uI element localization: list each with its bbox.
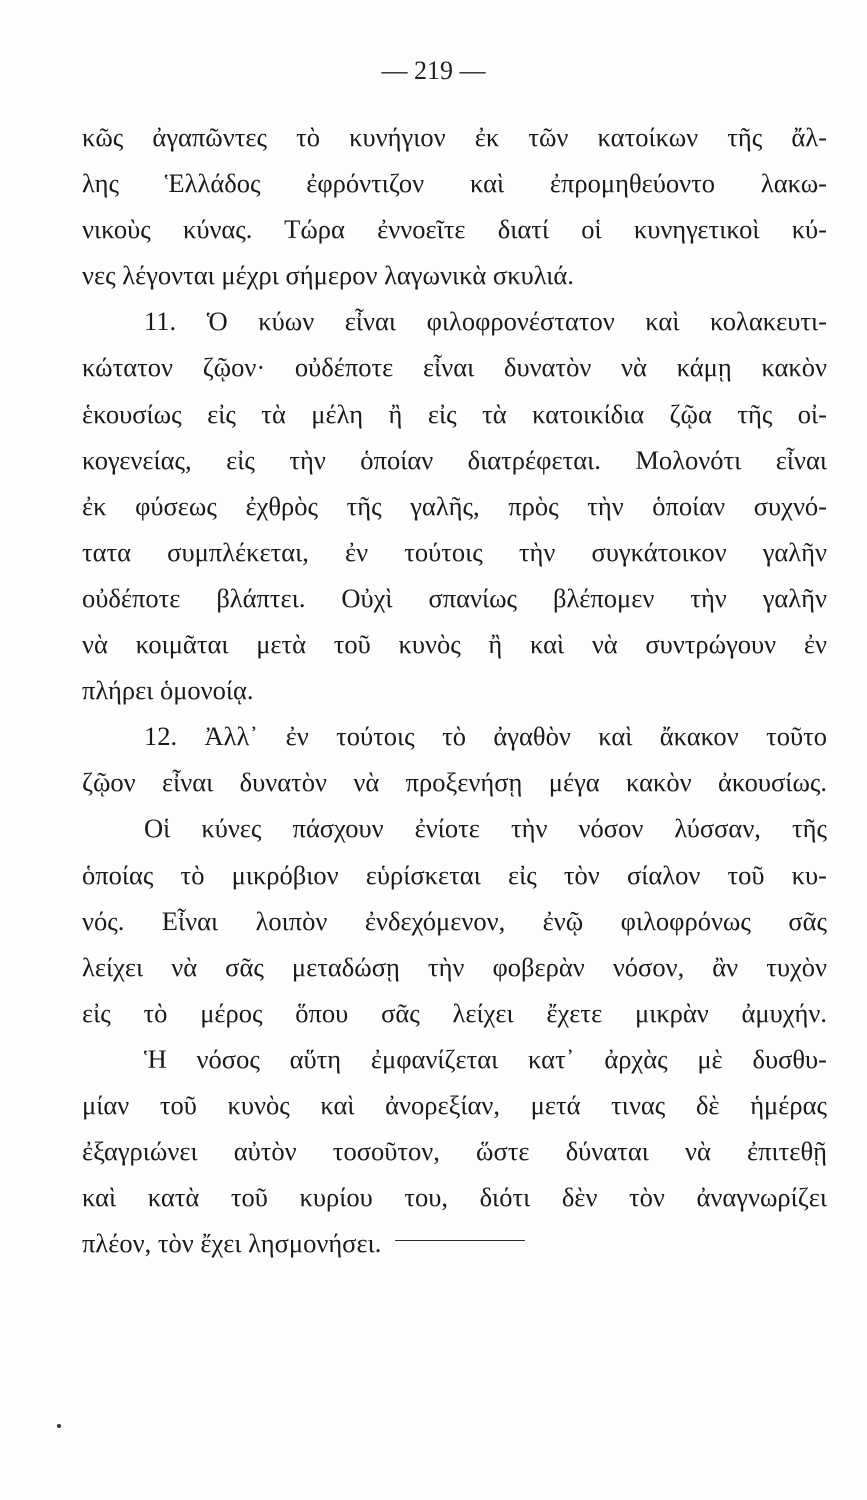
text-line: μίαν τοῦ κυνὸς καὶ ἀνορεξίαν, μετά τινας δὲ ἡμέρας [82, 1089, 827, 1120]
text-line: ἐξαγριώνει αὐτὸν τοσοῦτον, ὥστε δύναται νὰ ἐπιτεθῇ [82, 1136, 827, 1167]
text-line: κώτατον ζῷον· οὐδέποτε εἶναι δυνατὸν νὰ κάμῃ κακὸν [82, 352, 827, 383]
paragraph-12-start: 12. Ἀλλ᾽ ἐν τούτοις τὸ ἀγαθὸν καὶ ἄκακον τοῦτο [144, 721, 827, 752]
text-line: πλέον, τὸν ἔχει λησμονήσει. [82, 1228, 382, 1259]
text-line: νὰ κοιμᾶται μετὰ τοῦ κυνὸς ἢ καὶ νὰ συντρώγουν ἐν [82, 629, 827, 660]
paragraph-11-start: 11. Ὁ κύων εἶναι φιλοφρονέστατον καὶ κολακευτι- [144, 306, 827, 337]
text-line: λείχει νὰ σᾶς μεταδώσῃ τὴν φοβερὰν νόσον, ἂν τυχὸν [82, 951, 827, 982]
text-line: κῶς ἀγαπῶντες τὸ κυνήγιον ἐκ τῶν κατοίκων τῆς ἄλ- [82, 122, 827, 152]
print-speck [57, 1424, 61, 1428]
text-line: οὐδέποτε βλάπτει. Οὐχὶ σπανίως βλέπομεν τὴν γαλῆν [82, 582, 827, 613]
text-line: λης Ἑλλάδος ἐφρόντιζον καὶ ἐπρομηθεύοντο λακω- [82, 168, 827, 199]
text-line: ἐκ φύσεως ἐχθρὸς τῆς γαλῆς, πρὸς τὴν ὁποίαν συχνό- [82, 490, 827, 521]
paragraph-start: Οἱ κύνες πάσχουν ἐνίοτε τὴν νόσον λύσσαν, τῆς [144, 813, 827, 844]
body-text [82, 114, 827, 1266]
text-line: νες λέγονται μέχρι σήμερον λαγωνικὰ σκυλιά. [82, 260, 574, 291]
text-line: κογενείας, εἰς τὴν ὁποίαν διατρέφεται. Μολονότι εἶναι [82, 444, 827, 475]
text-line: νικοὺς κύνας. Τώρα ἐννοεῖτε διατί οἱ κυνηγετικοὶ κύ- [82, 214, 827, 245]
text-line: τατα συμπλέκεται, ἐν τούτοις τὴν συγκάτοικον γαλῆν [82, 536, 827, 567]
page-number: — 219 — [381, 56, 486, 85]
section-divider-rule [395, 1240, 525, 1241]
text-line: νός. Εἶναι λοιπὸν ἐνδεχόμενον, ἐνῷ φιλοφρόνως σᾶς [82, 905, 827, 936]
text-line: πλήρει ὁμονοίᾳ. [82, 675, 254, 706]
text-line: εἰς τὸ μέρος ὅπου σᾶς λείχει ἔχετε μικρὰν ἀμυχήν. [82, 997, 827, 1028]
text-line: ἑκουσίως εἰς τὰ μέλη ἢ εἰς τὰ κατοικίδια ζῷα τῆς οἰ- [82, 398, 827, 429]
paragraph-start: Ἡ νόσος αὕτη ἐμφανίζεται κατ᾽ ἀρχὰς μὲ δυσθυ- [144, 1043, 827, 1074]
text-line: ὁποίας τὸ μικρόβιον εὑρίσκεται εἰς τὸν σίαλον τοῦ κυ- [82, 859, 827, 890]
text-line: καὶ κατὰ τοῦ κυρίου του, διότι δὲν τὸν ἀναγνωρίζει [82, 1182, 827, 1213]
text-line: ζῷον εἶναι δυνατὸν νὰ προξενήσῃ μέγα κακὸν ἀκουσίως. [82, 767, 827, 798]
